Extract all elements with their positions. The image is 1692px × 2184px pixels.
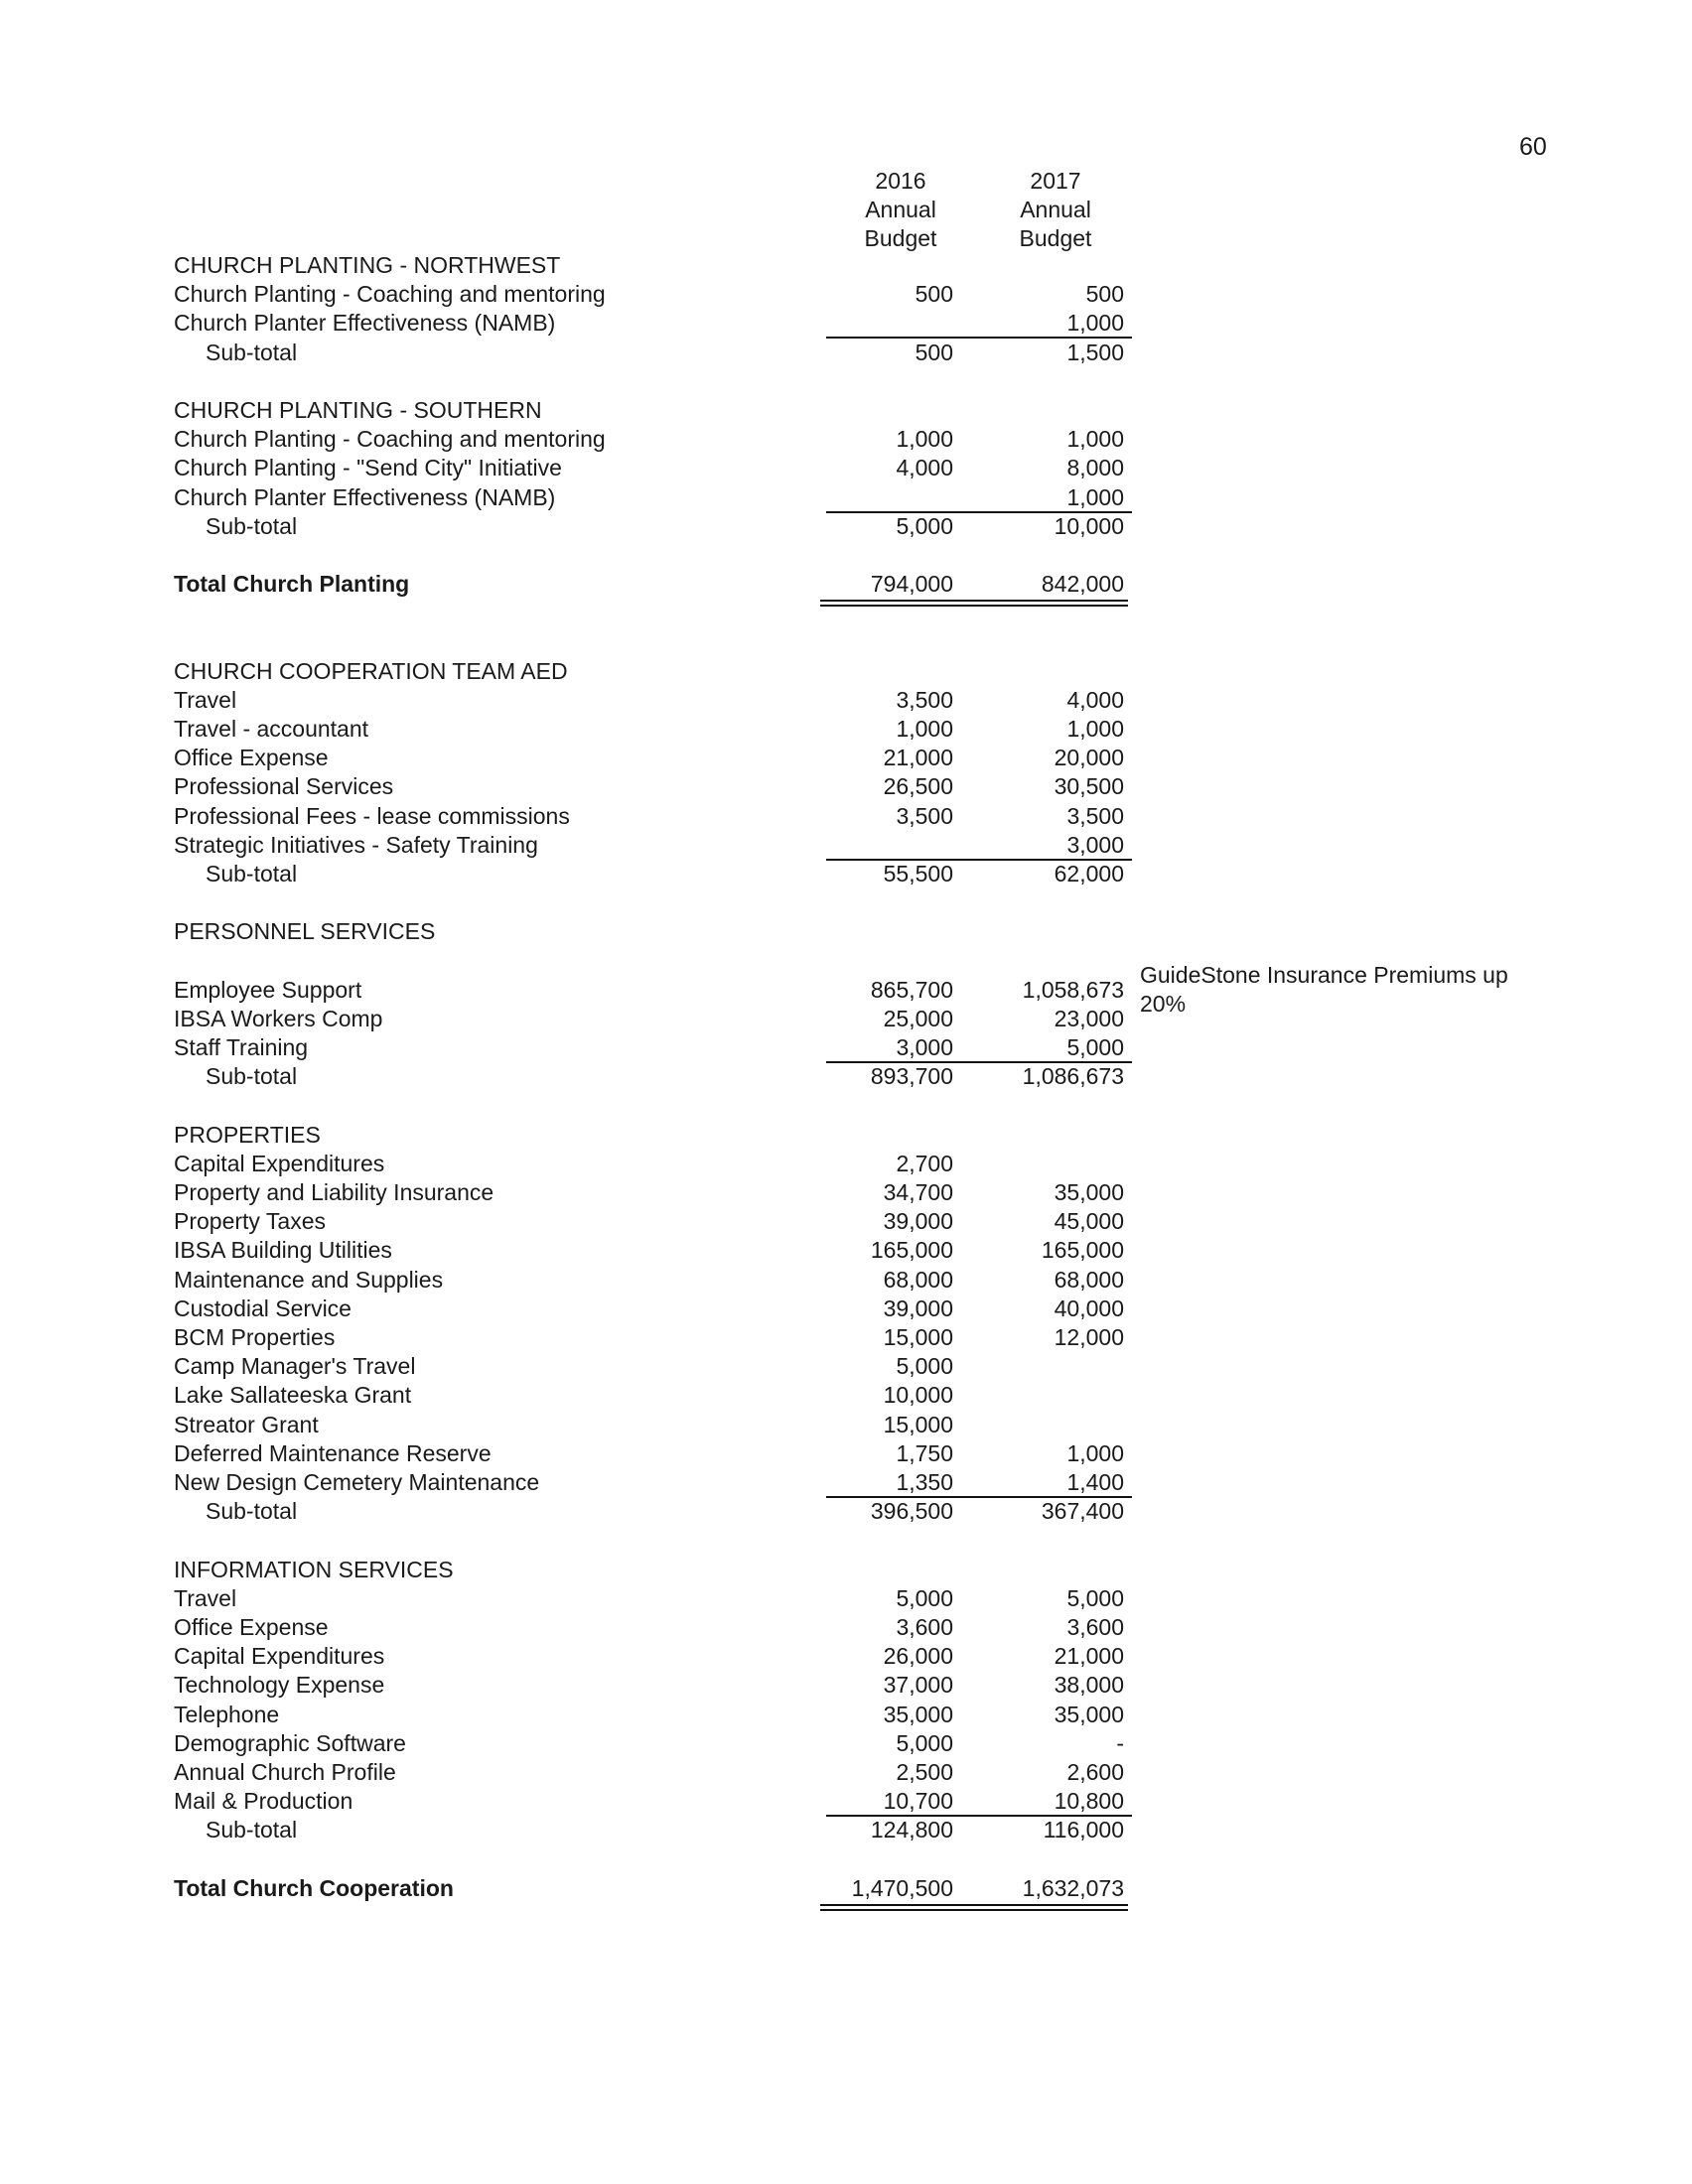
row-label: Office Expense [174,1614,329,1640]
row-label: Church Planting - "Send City" Initiative [174,455,562,480]
value-2017: 12,000 [1054,1324,1124,1350]
row-label: Property Taxes [174,1208,326,1234]
value-2016: 5,000 [896,1585,953,1611]
value-2016: 3,600 [896,1614,953,1640]
table-row [0,772,1692,801]
insurance-note-line2: 20% [1140,991,1187,1017]
table-row [0,744,1692,772]
row-label: CHURCH PLANTING - NORTHWEST [174,252,561,278]
value-2016: 25,000 [883,1006,953,1031]
value-2016: 2,700 [896,1151,953,1176]
section-heading [0,917,1692,946]
row-label: INFORMATION SERVICES [174,1557,454,1582]
value-2016: 1,000 [896,426,953,452]
table-row [0,1787,1692,1816]
row-label: Camp Manager's Travel [174,1353,416,1379]
value-2016: 500 [915,340,953,365]
value-2016: 396,500 [870,1498,953,1524]
value-2017: 1,000 [1066,1440,1124,1466]
value-2016: 21,000 [883,745,953,770]
value-2016: 26,500 [883,773,953,799]
value-2016: 1,470,500 [851,1875,953,1901]
row-label: New Design Cemetery Maintenance [174,1469,540,1495]
row-label: Telephone [174,1702,280,1727]
value-2016: 10,700 [883,1788,953,1814]
row-label: Church Planter Effectiveness (NAMB) [174,484,556,510]
table-row [0,802,1692,831]
value-2017: 1,086,673 [1022,1063,1124,1089]
value-2016: 5,000 [896,1353,953,1379]
table-row [0,686,1692,715]
row-label: PROPERTIES [174,1122,321,1148]
value-2017: 2,600 [1066,1759,1124,1785]
value-2017: 1,500 [1066,340,1124,365]
subtotal-row [0,339,1692,367]
value-2016: 3,500 [896,803,953,829]
table-row [0,1584,1692,1613]
row-label: Travel [174,687,237,713]
row-label: Capital Expenditures [174,1151,385,1176]
header-2017-line2: Annual [1020,197,1091,222]
value-2017: 23,000 [1054,1006,1124,1031]
header-2017-year: 2017 [1030,168,1081,194]
row-label: Total Church Cooperation [174,1875,454,1901]
table-row [0,1323,1692,1352]
value-2017: 10,800 [1054,1788,1124,1814]
value-2016: 124,800 [870,1817,953,1843]
value-2017: 10,000 [1054,513,1124,539]
value-2016: 39,000 [883,1208,953,1234]
value-2016: 55,500 [883,861,953,887]
total-row [0,1874,1692,1903]
value-2016: 2,500 [896,1759,953,1785]
row-label: CHURCH PLANTING - SOUTHERN [174,397,542,423]
table-row [0,1701,1692,1729]
table-row [0,1758,1692,1787]
table-row [0,280,1692,309]
value-2017: 500 [1085,281,1124,307]
value-2017: 1,058,673 [1022,977,1124,1003]
value-2017: 1,000 [1066,310,1124,336]
insurance-note [1140,961,1508,1019]
value-2017: 165,000 [1041,1237,1124,1263]
row-label: Demographic Software [174,1730,406,1756]
value-2016: 1,350 [896,1469,953,1495]
table-row [0,1266,1692,1295]
value-2017: 1,632,073 [1022,1875,1124,1901]
row-label: Sub-total [206,861,298,887]
table-row [0,454,1692,482]
row-label: IBSA Building Utilities [174,1237,392,1263]
table-row [0,1381,1692,1410]
row-label: Technology Expense [174,1672,385,1698]
header-2017-line3: Budget [1019,225,1092,251]
table-row [0,1468,1692,1497]
value-2017: 1,000 [1066,716,1124,742]
row-label: Travel - accountant [174,716,369,742]
value-2016: 39,000 [883,1296,953,1321]
total-double-rule-2 [820,1909,1128,1911]
table-row [0,1033,1692,1062]
subtotal-row [0,1062,1692,1091]
table-row [0,1295,1692,1323]
value-2017: 3,600 [1066,1614,1124,1640]
value-2016: 5,000 [896,513,953,539]
row-label: PERSONNEL SERVICES [174,918,436,944]
table-row [0,715,1692,744]
header-2016-year: 2016 [875,168,926,194]
value-2017: 20,000 [1054,745,1124,770]
value-2016: 3,500 [896,687,953,713]
subtotal-row [0,1497,1692,1526]
row-label: BCM Properties [174,1324,336,1350]
row-label: Church Planting - Coaching and mentoring [174,281,606,307]
total-double-rule-2 [820,605,1128,607]
row-label: Strategic Initiatives - Safety Training [174,832,538,858]
row-label: Church Planter Effectiveness (NAMB) [174,310,556,336]
value-2017: 45,000 [1054,1208,1124,1234]
subtotal-row [0,512,1692,541]
page-number: 60 [1519,133,1547,161]
row-label: Deferred Maintenance Reserve [174,1440,492,1466]
value-2016: 893,700 [870,1063,953,1089]
value-2016: 165,000 [870,1237,953,1263]
value-2017: 68,000 [1054,1267,1124,1293]
value-2017: 40,000 [1054,1296,1124,1321]
value-2016: 1,750 [896,1440,953,1466]
row-label: Sub-total [206,340,298,365]
table-row [0,831,1692,860]
row-label: Professional Services [174,773,394,799]
row-label: Staff Training [174,1034,309,1060]
table-row [0,1352,1692,1381]
insurance-note-line1: GuideStone Insurance Premiums up [1140,962,1508,988]
subtotal-row [0,1816,1692,1844]
value-2016: 5,000 [896,1730,953,1756]
table-row [0,1411,1692,1439]
row-label: CHURCH COOPERATION TEAM AED [174,658,568,684]
value-2016: 15,000 [883,1324,953,1350]
row-label: Maintenance and Supplies [174,1267,444,1293]
value-2017: 35,000 [1054,1179,1124,1205]
value-2017: 38,000 [1054,1672,1124,1698]
row-label: Church Planting - Coaching and mentoring [174,426,606,452]
value-2017: 30,500 [1054,773,1124,799]
subtotal-row [0,860,1692,888]
row-label: Sub-total [206,1498,298,1524]
total-double-rule-1 [820,1904,1128,1906]
value-2017: 21,000 [1054,1643,1124,1669]
section-heading [0,1121,1692,1150]
row-label: Streator Grant [174,1412,319,1437]
value-2016: 10,000 [883,1382,953,1408]
row-label: Total Church Planting [174,571,410,597]
row-label: Annual Church Profile [174,1759,396,1785]
section-heading [0,251,1692,280]
table-row [0,483,1692,512]
value-2017: 1,000 [1066,484,1124,510]
table-row [0,1729,1692,1758]
value-2017: 5,000 [1066,1034,1124,1060]
value-2017: 1,000 [1066,426,1124,452]
table-row [0,1613,1692,1642]
table-row [0,1178,1692,1207]
table-row [0,1439,1692,1468]
value-2017: 8,000 [1066,455,1124,480]
value-2017: 5,000 [1066,1585,1124,1611]
section-heading [0,396,1692,425]
value-2016: 1,000 [896,716,953,742]
value-2016: 15,000 [883,1412,953,1437]
value-2016: 35,000 [883,1702,953,1727]
value-2017: 116,000 [1043,1817,1124,1843]
row-label: Professional Fees - lease commissions [174,803,570,829]
table-row [0,425,1692,454]
value-2017: 3,500 [1066,803,1124,829]
value-2016: 68,000 [883,1267,953,1293]
section-heading [0,1556,1692,1584]
table-row [0,1236,1692,1265]
value-2016: 26,000 [883,1643,953,1669]
table-row [0,1207,1692,1236]
row-label: Property and Liability Insurance [174,1179,494,1205]
value-2017: 4,000 [1066,687,1124,713]
header-2016-line3: Budget [864,225,937,251]
table-row [0,1642,1692,1671]
section-heading [0,657,1692,686]
value-2016: 34,700 [883,1179,953,1205]
value-2017: 367,400 [1041,1498,1124,1524]
row-label: Sub-total [206,1063,298,1089]
row-label: Office Expense [174,745,329,770]
value-2016: 794,000 [870,571,953,597]
value-2016: 500 [915,281,953,307]
value-2017: 1,400 [1066,1469,1124,1495]
value-2016: 4,000 [896,455,953,480]
row-label: Travel [174,1585,237,1611]
row-label: Custodial Service [174,1296,352,1321]
value-2017: 62,000 [1054,861,1124,887]
value-2017: 35,000 [1054,1702,1124,1727]
value-2017: 3,000 [1066,832,1124,858]
header-2016-line2: Annual [865,197,936,222]
row-label: Sub-total [206,1817,298,1843]
row-label: Sub-total [206,513,298,539]
row-label: Capital Expenditures [174,1643,385,1669]
total-row [0,570,1692,599]
table-row [0,1150,1692,1178]
value-2016: 3,000 [896,1034,953,1060]
table-row [0,309,1692,338]
value-2017: 842,000 [1041,571,1124,597]
value-2016: 37,000 [883,1672,953,1698]
row-label: Employee Support [174,977,362,1003]
value-2016: 865,700 [870,977,953,1003]
total-double-rule-1 [820,600,1128,602]
row-label: Mail & Production [174,1788,353,1814]
row-label: IBSA Workers Comp [174,1006,383,1031]
row-label: Lake Sallateeska Grant [174,1382,412,1408]
table-row [0,1671,1692,1700]
value-2017: - [1116,1730,1124,1756]
